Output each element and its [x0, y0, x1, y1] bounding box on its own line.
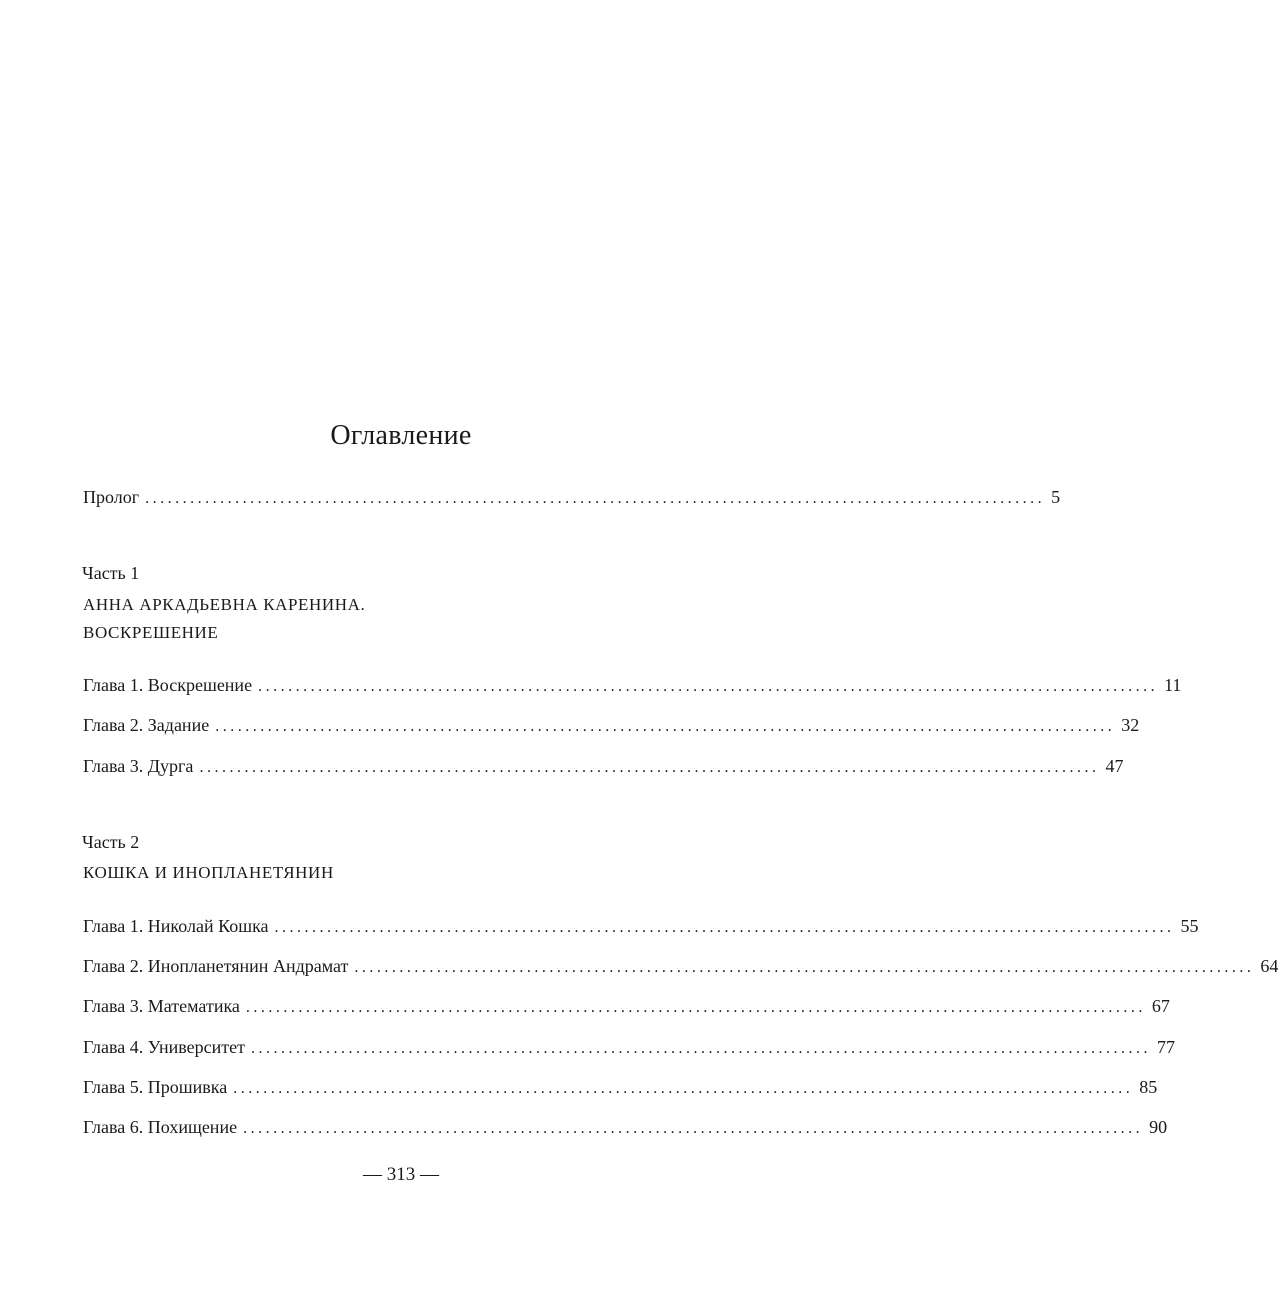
dot-leader: ........................................................................................................................ — [243, 1120, 1144, 1137]
dot-leader: ........................................................................................................................ — [250, 1040, 1151, 1057]
toc-entry-part2-chapter3[interactable] — [83, 993, 1170, 1019]
toc-entry-part2-chapter1[interactable] — [83, 913, 1199, 939]
toc-page-number: 77 — [1156, 1037, 1175, 1057]
toc-entry-label: Глава 6. Похищение — [83, 1117, 238, 1137]
toc-entry-part2-chapter5[interactable] — [83, 1074, 1158, 1100]
dot-leader: ........................................................................................................................ — [145, 490, 1046, 507]
toc-entry-part1-chapter2[interactable] — [83, 712, 1140, 738]
dot-leader: ........................................................................................................................ — [274, 919, 1175, 936]
toc-entry-part2-chapter6[interactable] — [83, 1114, 1168, 1140]
toc-entry-part2-chapter2[interactable] — [83, 953, 1278, 979]
part-2-title-line-1: КОШКА И ИНОПЛАНЕТЯНИН — [83, 863, 334, 882]
toc-entry-label: Глава 1. Николай Кошка — [83, 916, 269, 936]
toc-entry-label: Глава 4. Университет — [83, 1037, 245, 1057]
dot-leader: ........................................................................................................................ — [215, 718, 1116, 735]
toc-page-number: 32 — [1121, 715, 1140, 735]
toc-entry-label: Пролог — [83, 487, 140, 507]
toc-page-number: 47 — [1105, 756, 1124, 776]
toc-entry-label: Глава 2. Задание — [83, 715, 210, 735]
toc-entry-prologue[interactable] — [83, 484, 1061, 510]
toc-entry-part2-chapter4[interactable] — [83, 1034, 1175, 1060]
toc-entry-part1-chapter1[interactable] — [83, 672, 1182, 698]
toc-entry-label: Глава 3. Дурга — [83, 756, 194, 776]
toc-entry-label: Глава 3. Математика — [83, 996, 240, 1016]
dot-leader: ........................................................................................................................ — [258, 678, 1159, 695]
page-title: Оглавление — [330, 420, 472, 451]
toc-page-number: 55 — [1180, 916, 1199, 936]
toc-entry-label: Глава 1. Воскрешение — [83, 675, 253, 695]
toc-page-number: 11 — [1164, 675, 1182, 695]
part-1-number: Часть 1 — [82, 563, 140, 583]
dot-leader: ........................................................................................................................ — [354, 959, 1255, 976]
toc-page-number: 5 — [1051, 487, 1061, 507]
dot-leader: ........................................................................................................................ — [199, 759, 1100, 776]
toc-entry-label: Глава 2. Инопланетянин Андрамат — [83, 956, 349, 976]
part-1-title-line-2: ВОСКРЕШЕНИЕ — [83, 623, 219, 642]
toc-page-number: 85 — [1139, 1077, 1158, 1097]
part-2-number: Часть 2 — [82, 832, 140, 852]
page-number-footer: — 313 — — [363, 1164, 439, 1185]
part-1-title-line-1: АННА АРКАДЬЕВНА КАРЕНИНА. — [83, 595, 366, 614]
dot-leader: ........................................................................................................................ — [245, 999, 1146, 1016]
toc-entry-label: Глава 5. Прошивка — [83, 1077, 228, 1097]
toc-entry-part1-chapter3[interactable] — [83, 753, 1124, 779]
toc-page-number: 64 — [1260, 956, 1278, 976]
dot-leader: ........................................................................................................................ — [233, 1080, 1134, 1097]
toc-page-number: 67 — [1151, 996, 1170, 1016]
toc-page-number: 90 — [1149, 1117, 1168, 1137]
